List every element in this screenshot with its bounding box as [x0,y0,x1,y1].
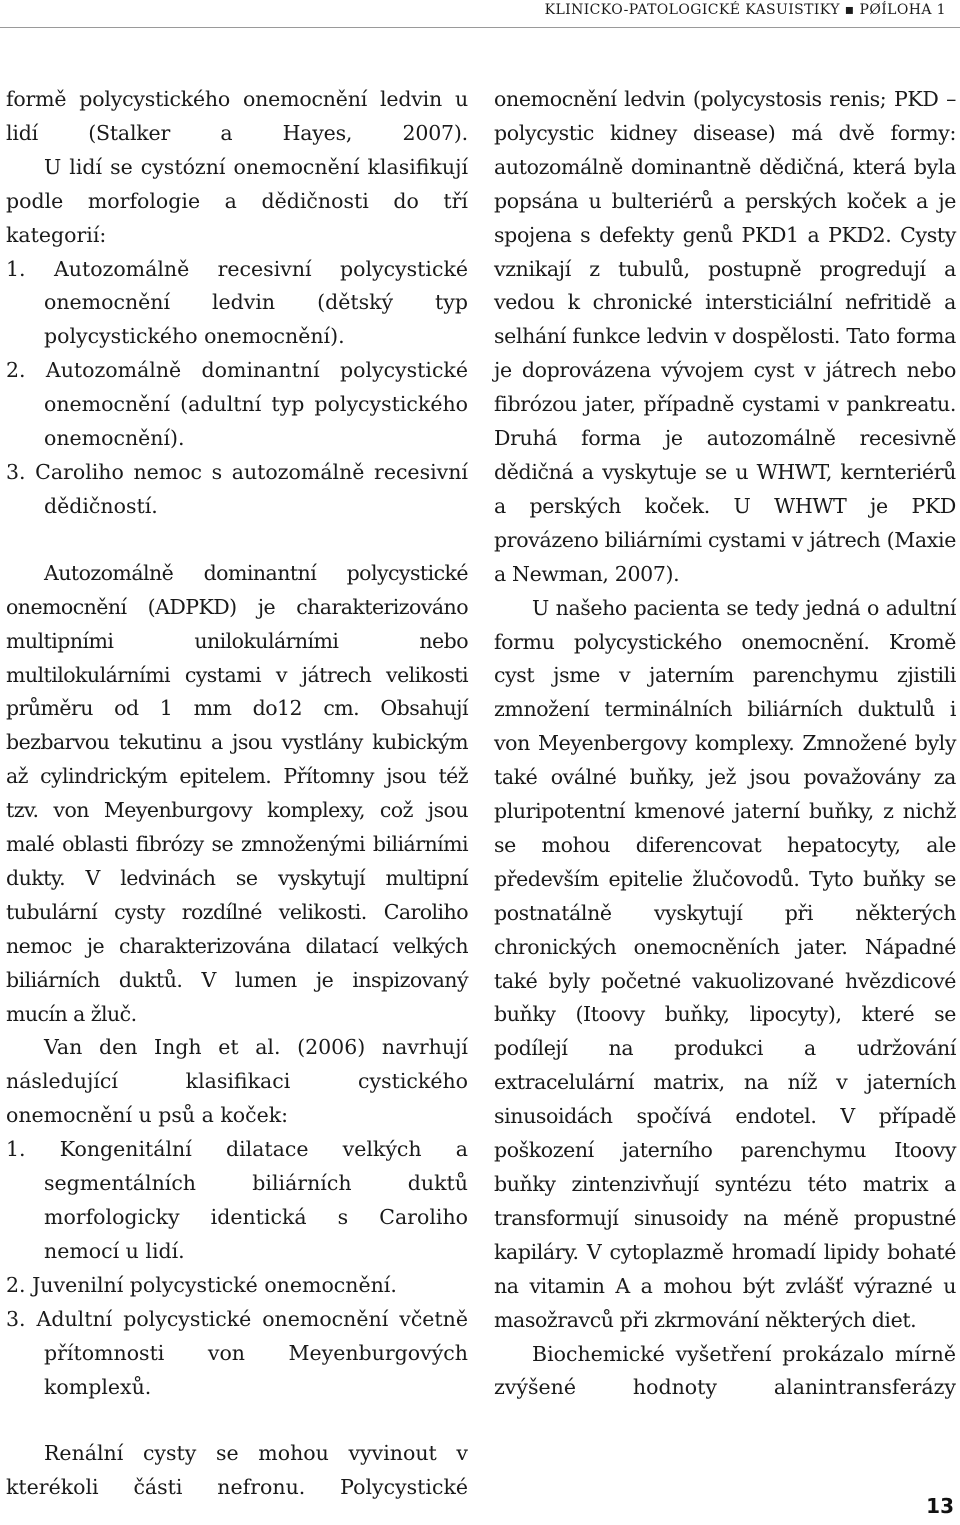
paragraph: Biochemické vyšetření prokázalo mírně zvýšené hodnoty alanintransferázy [494,1341,956,1400]
paragraph: Van den Ingh et al. (2006) navrhují následující klasifikaci cystického onemocnění u psů a koček: [6,1035,468,1128]
paragraph: U našeho pacienta se tedy jedná o adultní formu polycystického onemocnění. Kromě cyst jsme v jaterním parenchymu zjistili zmnožení terminálních biliárních duktulů i von Meyenbergovy komplexy. Zmnožené byly také oválné buňky, jež jsou považovány za pluripotentní kmenové jaterní buňky, z nichž se mohou diferencovat hepatocyty, ale především epitelie žlučovodů. Tyto buňky se postnatálně vyskytují při některých chronických onemocněních jater. Nápadné také byly početné vakuolizované hvězdicové buňky (Itoovy buňky, lipocyty), které se podílejí na produkci a udržování extracelulární matrix, na níž v jaterních sinusoidách spočívá endotel. V případě poškození jaterního parenchymu Itoovy buňky zintenzivňují syntézu této matrix a transformují sinusoidy na méně propustné kapiláry. V cytoplazmě hromadí lipidy bohaté na vitamin A a mohou být zvlášť výrazné u masožravců při zkrmování některých diet. [494,595,956,1332]
right-column [494,83,956,1405]
list-item: 2. Autozomálně dominantní polycystické onemocnění (adultní typ polycystického onemocnění). [6,358,468,451]
list-item: 2. Juvenilní polycystické onemocnění. [6,1272,397,1297]
running-header: KLINICKO-PATOLOGICKÉ KASUISTIKY ▪ PØÍLOHA 1 [544,2,946,18]
header-rule [0,27,960,28]
paragraph-gap [6,524,468,557]
list-item: 3. Adultní polycystické onemocnění včetně přítomnosti von Meyenburgových komplexů. [6,1306,468,1399]
paragraph-gap [6,1404,468,1437]
left-column [6,83,468,1505]
paragraph: onemocnění ledvin (polycystosis renis; PKD – polycystic kidney disease) má dvě formy: autozomálně dominantně dědičná, která byla popsána u bulteriérů a perských koček a je spojena s defekty genů PKD1 a PKD2. Cysty vznikají z tubulů, postupně progredují a vedou k chronické intersticiální nefritidě a selhání funkce ledvin v dospělosti. Tato forma je doprovázena vývojem cyst v játrech nebo fibrózou jater, případně cystami v pankreatu. Druhá forma je autozomálně recesivně dědičná a vyskytuje se u WHWT, kernteriérů a perských koček. U WHWT je PKD provázeno biliárními cystami v játrech (Maxie a Newman, 2007). [494,87,956,586]
list-item: 1. Kongenitální dilatace velkých a segmentálních biliárních duktů morfologicky identická s Caroliho nemocí u lidí. [6,1137,468,1263]
paragraph: Autozomálně dominantní polycystické onemocnění (ADPKD) je charakterizováno multipními unilokulárními nebo multilokulárními cystami v játrech velikosti průměru od 1 mm do12 cm. Obsahují bezbarvou tekutinu a jsou vystlány kubickým až cylindrickým epitelem. Přítomny jsou též tzv. von Meyenburgovy komplexy, což jsou malé oblasti fibrózy se zmnoženými biliárními dukty. V ledvinách se vyskytují multipní tubulární cysty rozdílné velikosti. Caroliho nemoc je charakterizována dilatací velkých biliárních duktů. V lumen je inspizovaný mucín a žluč. [6,560,468,1026]
paragraph: formě polycystického onemocnění ledvin u lidí (Stalker a Hayes, 2007). [6,87,468,145]
list-item: 3. Caroliho nemoc s autozomálně recesivní dědičností. [6,459,468,518]
page-number: 13 [926,1494,954,1518]
paragraph: Renální cysty se mohou vyvinout v kterékoli části nefronu. Polycystické [6,1441,468,1500]
paragraph: U lidí se cystózní onemocnění klasifikují podle morfologie a dědičnosti do tří kategorií: [6,154,468,247]
list-item: 1. Autozomálně recesivní polycystické onemocnění ledvin (dětský typ polycystického onemocnění). [6,256,468,349]
